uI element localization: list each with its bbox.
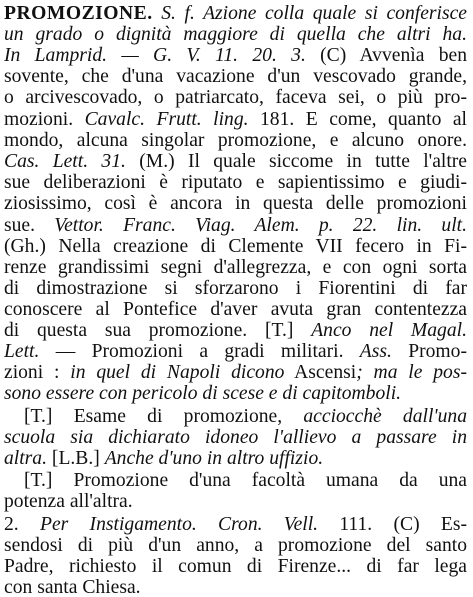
entry-text: ; ma le pos- [356,362,467,383]
entry-text: Vettor. Franc. Viag. Alem. p. 22. lin. ult. [54,215,467,236]
entry-text: (M.) Il quale siccome in tutte l'altre [125,151,467,172]
entry-text: ziosissimo, così è ancora in questa delle promozioni [4,193,467,214]
entry-text: Anche d'uno in altro uffizio. [104,448,324,469]
entry-text: altra. [4,448,48,469]
entry-text: Per Instigamento. Cron. Vell. [39,514,319,535]
entry-text: In Lamprid. — G. V. 11. 20. 3. [4,45,306,66]
entry-text: Lett. [4,341,40,362]
entry-text: S. f. Azione colla quale si conferisce [161,3,467,24]
entry-line [4,382,467,406]
entry-text: Anco nel Magal. [311,320,467,341]
entry-text: conoscere al Pontefice d'aver avuta gran contentezza [4,299,467,320]
entry-text: Ass. [359,341,392,362]
entry-text: [L.B.] [47,448,105,469]
entry-text: Promo- [391,341,467,362]
entry-text: scuola sia dichiarato idoneo l'allievo a passare in [4,427,467,448]
entry-text: mozioni. [4,109,85,130]
entry-text: in quel di Napoli dicono [70,362,285,383]
entry-text: 111. (C) Es- [318,514,467,535]
entry-text: renze grandissimi segni d'allegrezza, e con ogni sorta [4,257,467,278]
entry-text: con santa Chiesa. [4,577,141,597]
entry-text: sendosi di più d'un anno, a promozione del santo [4,535,467,556]
entry-text: 2. [4,514,40,535]
entry-line [4,192,467,216]
entry-text: sovente, che d'una vacazione d'un vescovado grande, [4,66,467,87]
entry-text: (C) Avvenìa ben [305,45,467,66]
entry-text: 181. E come, quanto al [248,109,467,130]
entry-text: Cavalc. Frutt. ling. [84,109,249,130]
entry-text: mondo, alcuna singolar promozione, e alcuno onore. [4,130,467,151]
entry-text: Cas. Lett. 31. [4,151,126,172]
entry-text: sono essere con pericolo di scese e di capitomboli. [4,383,402,404]
entry-line [4,490,467,514]
entry-line [4,447,467,471]
entry-text: di questa sua promozione. [T.] [4,320,312,341]
entry-text: o arcivescovado, o patriarcato, faceva sei, o più pro- [4,87,467,108]
entry-text: sue deliberazioni è riputato e sapientissimo e giudi- [4,172,467,193]
entry-text: Padre, richiesto il comun di Firenze... di far lega [4,556,467,577]
entry-line [4,576,467,597]
entry-text: (Gh.) Nella creazione di Clemente VII fecero in Fi- [4,236,467,257]
entry-text: — Promozioni a gradi militari. [39,341,360,362]
entry-text: potenza all'altra. [4,491,133,512]
entry-text: di dimostrazione si sforzarono i Fiorentini di far [4,278,467,299]
entry-text: [T.] Esame di promozione, [24,406,304,427]
entry-text: Ascensi [284,362,357,383]
entry-line [4,86,467,110]
entry-text: zioni : [4,362,71,383]
entry-text: [T.] Promozione d'una facoltà umana da una [24,470,467,491]
headword: PROMOZIONE. [4,3,153,24]
entry-text: sue. [4,215,55,236]
entry-text: acciocchè dall'una [303,406,467,427]
entry-text [153,3,162,24]
entry-text: un grado o dignità maggiore di quella che altri ha. [4,24,467,45]
